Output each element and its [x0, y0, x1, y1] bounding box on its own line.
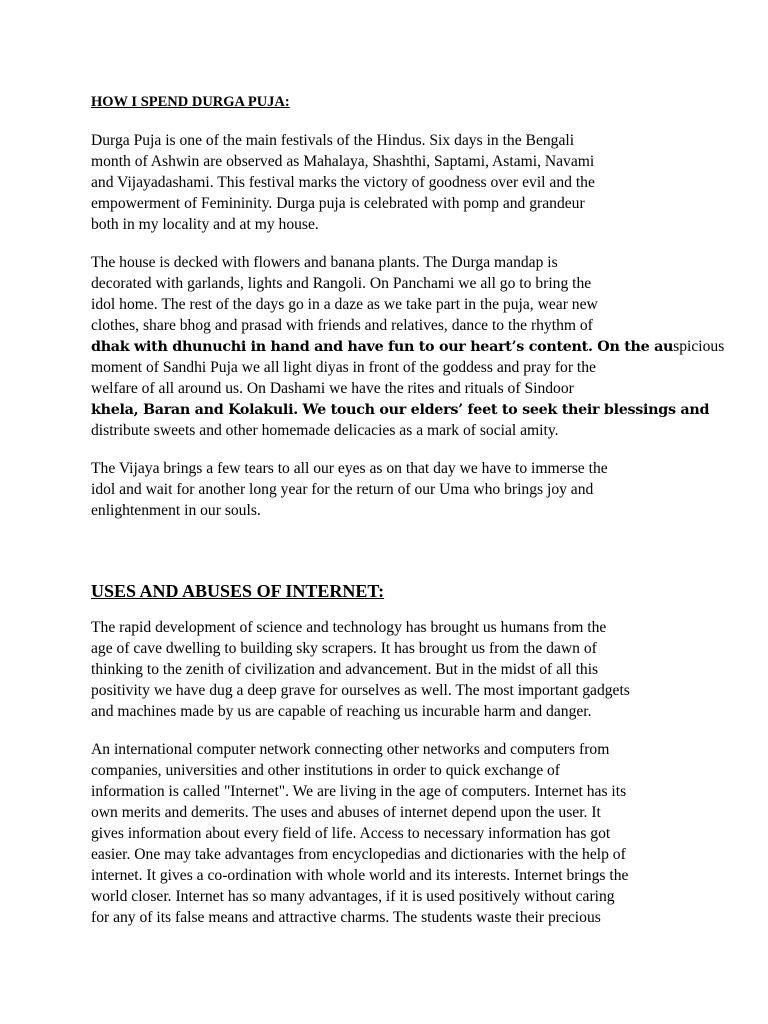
paragraph-line-mixed [91, 400, 709, 420]
paragraph-line: and Vijayadashami. This festival marks the victory of goodness over evil and the [91, 174, 595, 191]
paragraph-line: thinking to the zenith of civilization and advancement. But in the midst of all this [91, 661, 599, 678]
paragraph-line: month of Ashwin are observed as Mahalaya, Shashthi, Saptami, Astami, Navami [91, 153, 595, 170]
section-title-internet: USES AND ABUSES OF INTERNET: [91, 581, 385, 601]
paragraph-line: distribute sweets and other homemade delicacies as a mark of social amity. [91, 422, 559, 439]
paragraph-line: empowerment of Femininity. Durga puja is celebrated with pomp and grandeur [91, 195, 585, 212]
paragraph-line: moment of Sandhi Puja we all light diyas in front of the goddess and pray for the [91, 359, 596, 376]
paragraph-line: enlightenment in our souls. [91, 502, 261, 519]
paragraph-line: clothes, share bhog and prasad with friends and relatives, dance to the rhythm of [91, 317, 593, 334]
paragraph-line: information is called "Internet". We are living in the age of computers. Internet has its [91, 783, 627, 800]
paragraph-line: both in my locality and at my house. [91, 216, 319, 233]
paragraph-line: world closer. Internet has so many advantages, if it is used positively without caring [91, 888, 615, 905]
paragraph-line: easier. One may take advantages from encyclopedias and dictionaries with the help of [91, 846, 626, 863]
paragraph-line: internet. It gives a co-ordination with whole world and its interests. Internet brings the [91, 867, 629, 884]
paragraph-line: and machines made by us are capable of reaching us incurable harm and danger. [91, 703, 592, 720]
paragraph-line: for any of its false means and attractive charms. The students waste their precious [91, 909, 601, 926]
paragraph-line: The rapid development of science and technology has brought us humans from the [91, 619, 607, 636]
paragraph-line: The Vijaya brings a few tears to all our eyes as on that day we have to immerse the [91, 460, 608, 477]
section-title-durga-puja: HOW I SPEND DURGA PUJA: [91, 94, 290, 110]
paragraph-line: idol home. The rest of the days go in a daze as we take part in the puja, wear new [91, 296, 598, 313]
paragraph-line: An international computer network connecting other networks and computers from [91, 741, 610, 758]
paragraph-line: idol and wait for another long year for the return of our Uma who brings joy and [91, 481, 594, 498]
paragraph-line: own merits and demerits. The uses and abuses of internet depend upon the user. It [91, 804, 601, 821]
paragraph-line-mixed [91, 337, 724, 357]
paragraph-line: age of cave dwelling to building sky scrapers. It has brought us from the dawn of [91, 640, 597, 657]
paragraph-line: companies, universities and other institutions in order to quick exchange of [91, 762, 561, 779]
paragraph-line: decorated with garlands, lights and Rangoli. On Panchami we all go to bring the [91, 275, 592, 292]
bold-text-run: khela, Baran and Kolakuli. We touch our elders’ feet to seek their blessings and [91, 402, 710, 418]
paragraph-line: gives information about every field of life. Access to necessary information has got [91, 825, 611, 842]
paragraph-line: The house is decked with flowers and banana plants. The Durga mandap is [91, 254, 558, 271]
bold-text-run: dhak with dhunuchi in hand and have fun to our heart’s content. On the au [91, 339, 674, 355]
text-run: spicious [673, 338, 725, 355]
paragraph-line: Durga Puja is one of the main festivals of the Hindus. Six days in the Bengali [91, 132, 575, 149]
paragraph-line: welfare of all around us. On Dashami we have the rites and rituals of Sindoor [91, 380, 574, 397]
paragraph-line: positivity we have dug a deep grave for ourselves as well. The most important gadgets [91, 682, 630, 699]
